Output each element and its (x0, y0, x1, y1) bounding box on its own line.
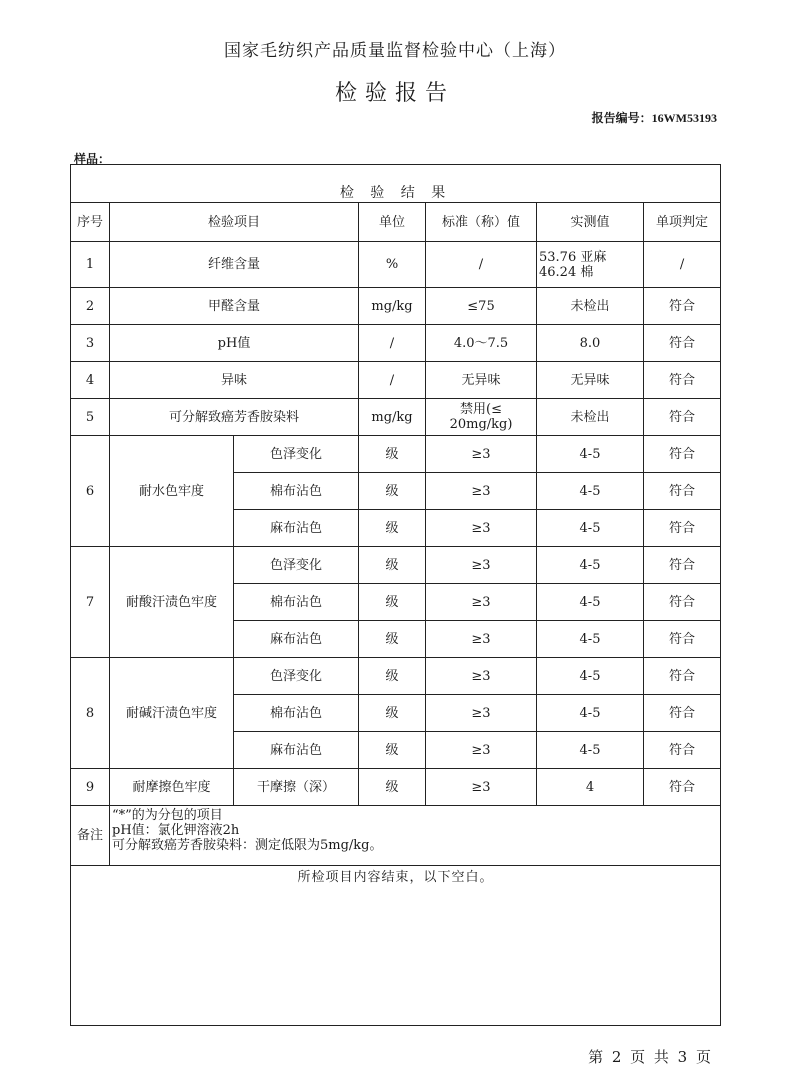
row-measured: 4-5 (537, 621, 644, 658)
row-measured: 未检出 (537, 399, 644, 436)
remarks-row (71, 806, 721, 866)
col-header: 检验项目 (110, 203, 359, 242)
row-std: 4.0～7.5 (426, 325, 537, 362)
row-measured: 4-5 (537, 732, 644, 769)
row-std: ≥3 (426, 769, 537, 806)
table-row (71, 769, 721, 806)
report-number-value: 16WM53193 (651, 111, 717, 125)
row-std: ≥3 (426, 510, 537, 547)
row-verdict: 符合 (644, 695, 721, 732)
row-item: 耐碱汗渍色牢度 (110, 658, 234, 769)
row-subitem: 棉布沾色 (234, 695, 359, 732)
row-verdict: 符合 (644, 547, 721, 584)
row-subitem: 麻布沾色 (234, 621, 359, 658)
row-verdict: 符合 (644, 510, 721, 547)
row-verdict: 符合 (644, 288, 721, 325)
row-unit: 级 (359, 473, 426, 510)
row-unit: % (359, 242, 426, 288)
organization-name: 国家毛纺织产品质量监督检验中心（上海） (224, 41, 566, 61)
col-header: 标准（称）值 (426, 203, 537, 242)
row-unit: / (359, 325, 426, 362)
remarks-label: 备注 (71, 806, 110, 866)
row-no: 7 (71, 547, 110, 658)
table-row (71, 242, 721, 288)
row-verdict: 符合 (644, 436, 721, 473)
row-no: 6 (71, 436, 110, 547)
end-text: 所检项目内容结束，以下空白。 (71, 866, 721, 1026)
row-unit: 级 (359, 732, 426, 769)
row-measured: 4-5 (537, 584, 644, 621)
row-measured: 4-5 (537, 658, 644, 695)
row-std: ≥3 (426, 584, 537, 621)
row-item: 耐酸汗渍色牢度 (110, 547, 234, 658)
row-no: 3 (71, 325, 110, 362)
sample-label: 样品： (74, 152, 111, 166)
row-verdict: 符合 (644, 473, 721, 510)
table-row (71, 658, 721, 695)
remarks-content (110, 806, 721, 866)
row-subitem: 麻布沾色 (234, 732, 359, 769)
measured-line: 46.24 棉 (539, 264, 594, 280)
row-unit: 级 (359, 695, 426, 732)
row-verdict: 符合 (644, 769, 721, 806)
row-measured: 4-5 (537, 695, 644, 732)
row-std: ≤75 (426, 288, 537, 325)
row-unit: 级 (359, 621, 426, 658)
page-number: 第 2 页 共 3 页 (588, 1048, 713, 1066)
row-unit: 级 (359, 658, 426, 695)
row-subitem: 色泽变化 (234, 547, 359, 584)
row-verdict: 符合 (644, 732, 721, 769)
row-unit: mg/kg (359, 288, 426, 325)
row-std: ≥3 (426, 695, 537, 732)
row-item: 纤维含量 (110, 242, 359, 288)
row-item: 异味 (110, 362, 359, 399)
row-std (426, 399, 537, 436)
row-subitem: 色泽变化 (234, 436, 359, 473)
col-header: 实测值 (537, 203, 644, 242)
section-title: 检 验 结 果 (339, 185, 452, 201)
row-verdict: 符合 (644, 362, 721, 399)
row-subitem: 色泽变化 (234, 658, 359, 695)
row-no: 9 (71, 769, 110, 806)
col-header: 序号 (71, 203, 110, 242)
col-header: 单位 (359, 203, 426, 242)
row-no: 5 (71, 399, 110, 436)
row-unit: 级 (359, 510, 426, 547)
report-number (592, 109, 717, 126)
row-no: 4 (71, 362, 110, 399)
table-row (71, 288, 721, 325)
std-line: 20mg/kg) (449, 417, 513, 432)
row-unit: 级 (359, 547, 426, 584)
row-measured: 4-5 (537, 547, 644, 584)
row-std: ≥3 (426, 547, 537, 584)
row-verdict: / (644, 242, 721, 288)
row-measured (537, 242, 644, 288)
row-no: 1 (71, 242, 110, 288)
measured-line: 53.76 亚麻 (539, 249, 607, 265)
remark-line: pH值：氯化钾溶液2h (112, 823, 240, 838)
report-title: 检验报告 (334, 81, 455, 106)
row-unit: 级 (359, 436, 426, 473)
remark-line: 可分解致癌芳香胺染料：测定低限为5mg/kg。 (112, 838, 383, 853)
row-item: 耐摩擦色牢度 (110, 769, 234, 806)
row-subitem: 棉布沾色 (234, 473, 359, 510)
row-measured: 8.0 (537, 325, 644, 362)
row-verdict: 符合 (644, 584, 721, 621)
report-number-label: 报告编号： (591, 111, 652, 125)
row-unit: 级 (359, 584, 426, 621)
row-measured: 未检出 (537, 288, 644, 325)
row-measured: 4-5 (537, 510, 644, 547)
row-std: ≥3 (426, 621, 537, 658)
row-measured: 4 (537, 769, 644, 806)
row-measured: 4-5 (537, 436, 644, 473)
row-item: pH值 (110, 325, 359, 362)
table-row (71, 399, 721, 436)
row-no: 8 (71, 658, 110, 769)
row-unit: mg/kg (359, 399, 426, 436)
row-item: 可分解致癌芳香胺染料 (110, 399, 359, 436)
row-subitem: 干摩擦（深） (234, 769, 359, 806)
row-item: 甲醛含量 (110, 288, 359, 325)
result-section-header (71, 165, 721, 203)
row-std: ≥3 (426, 658, 537, 695)
row-unit: 级 (359, 769, 426, 806)
row-std: ≥3 (426, 473, 537, 510)
table-row (71, 362, 721, 399)
table-row (71, 547, 721, 584)
result-table (70, 164, 721, 1026)
row-item: 耐水色牢度 (110, 436, 234, 547)
row-verdict: 符合 (644, 399, 721, 436)
row-std: ≥3 (426, 436, 537, 473)
remark-line: “*”的为分包的项目 (112, 808, 223, 823)
row-subitem: 棉布沾色 (234, 584, 359, 621)
row-std: / (426, 242, 537, 288)
row-no: 2 (71, 288, 110, 325)
table-row (71, 325, 721, 362)
row-verdict: 符合 (644, 658, 721, 695)
row-subitem: 麻布沾色 (234, 510, 359, 547)
row-verdict: 符合 (644, 621, 721, 658)
std-line: 禁用(≤ (460, 402, 502, 417)
row-std: 无异味 (426, 362, 537, 399)
row-unit: / (359, 362, 426, 399)
row-verdict: 符合 (644, 325, 721, 362)
end-row (71, 866, 721, 1026)
row-std: ≥3 (426, 732, 537, 769)
table-row (71, 436, 721, 473)
row-measured: 4-5 (537, 473, 644, 510)
row-measured: 无异味 (537, 362, 644, 399)
column-header-row (71, 203, 721, 242)
col-header: 单项判定 (644, 203, 721, 242)
